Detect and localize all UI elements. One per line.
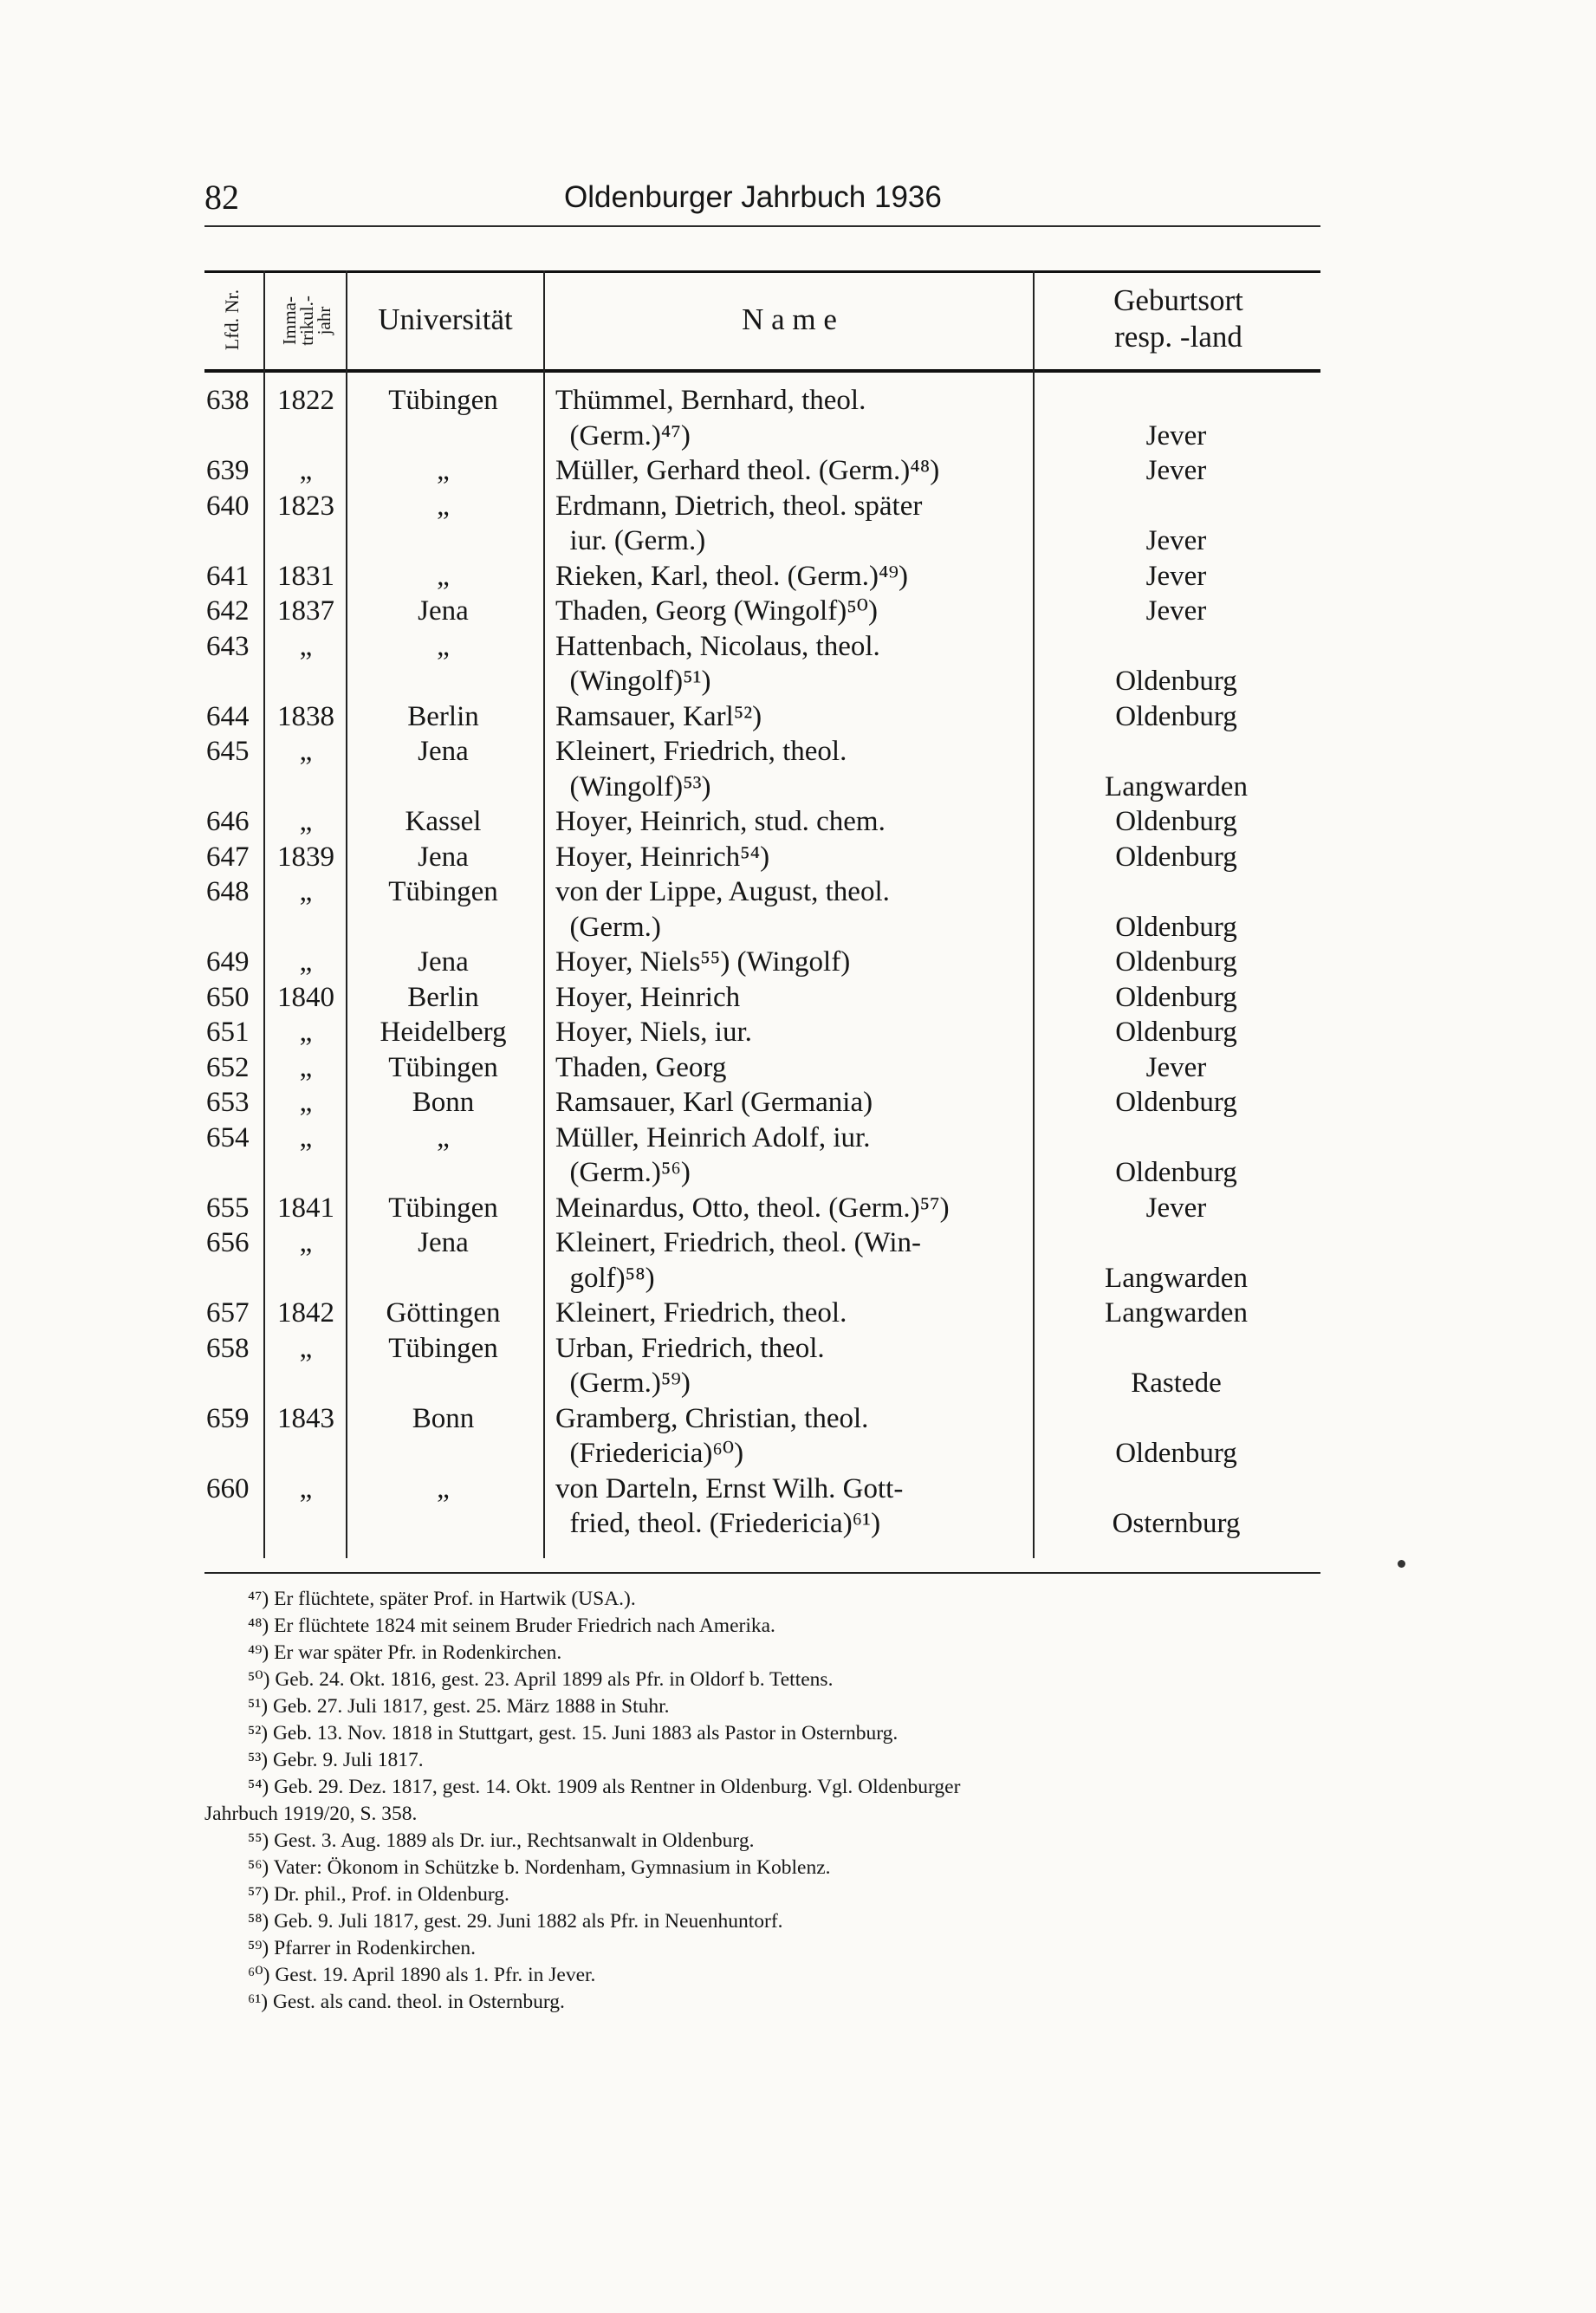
header-universitaet: Universität bbox=[378, 302, 513, 336]
row-matriculation-year: 1841 bbox=[277, 1192, 334, 1224]
row-number: 649 bbox=[206, 946, 250, 978]
row-number: 650 bbox=[206, 981, 250, 1013]
row-birthplace: Oldenburg bbox=[1115, 946, 1237, 978]
footnote: ⁴⁹) Er war später Pfr. in Rodenkirchen. bbox=[248, 1641, 562, 1664]
row-matriculation-year: 1838 bbox=[277, 700, 334, 732]
footnote: ⁵⁹) Pfarrer in Rodenkirchen. bbox=[248, 1937, 477, 1959]
row-matriculation-year: „ bbox=[299, 1472, 313, 1504]
row-name: Erdmann, Dietrich, theol. später iur. (Germ.) bbox=[555, 490, 923, 556]
footnote: ⁶¹) Gest. als cand. theol. in Osternburg. bbox=[248, 1991, 565, 2013]
row-number: 658 bbox=[206, 1332, 250, 1364]
footnote: ⁵⁷) Dr. phil., Prof. in Oldenburg. bbox=[248, 1883, 509, 1906]
row-number: 640 bbox=[206, 490, 250, 522]
footnote-rule bbox=[204, 1572, 1320, 1574]
row-name: Gramberg, Christian, theol. (Friedericia)⁶⁰) bbox=[555, 1402, 869, 1469]
header-geburtsort: Geburtsort bbox=[1113, 283, 1243, 317]
row-number: 653 bbox=[206, 1087, 250, 1118]
row-matriculation-year: „ bbox=[299, 876, 313, 907]
row-matriculation-year: 1831 bbox=[277, 560, 334, 592]
header-lfd-nr: Lfd. Nr. bbox=[221, 289, 243, 351]
footnote: ⁵⁰) Geb. 24. Okt. 1816, gest. 23. April 1899 als Pfr. in Oldorf b. Tettens. bbox=[248, 1668, 834, 1691]
row-number: 638 bbox=[206, 385, 250, 416]
row-matriculation-year: „ bbox=[299, 630, 313, 662]
row-matriculation-year: 1822 bbox=[277, 385, 334, 416]
row-university: Jena bbox=[418, 841, 469, 873]
row-university: „ bbox=[437, 1121, 450, 1153]
table-row bbox=[204, 840, 1320, 875]
row-university: Jena bbox=[418, 595, 469, 627]
row-name: Hoyer, Niels⁵⁵) (Wingolf) bbox=[555, 946, 851, 978]
table-body bbox=[204, 383, 1320, 1542]
footnote: ⁵⁸) Geb. 9. Juli 1817, gest. 29. Juni 1882 als Pfr. in Neuenhuntorf. bbox=[248, 1910, 783, 1933]
row-university: Heidelberg bbox=[380, 1017, 507, 1048]
row-name: Urban, Friedrich, theol. (Germ.)⁵⁹) bbox=[555, 1332, 825, 1399]
table-row bbox=[204, 1015, 1320, 1050]
row-matriculation-year: 1843 bbox=[277, 1402, 334, 1434]
head-rule bbox=[204, 225, 1320, 227]
row-birthplace: Langwarden bbox=[1105, 1262, 1248, 1294]
row-name: Hoyer, Heinrich, stud. chem. bbox=[555, 806, 886, 837]
row-birthplace: Oldenburg bbox=[1115, 1087, 1237, 1118]
row-matriculation-year: 1839 bbox=[277, 841, 334, 873]
footnote: ⁵³) Gebr. 9. Juli 1817. bbox=[248, 1749, 424, 1771]
running-head bbox=[204, 177, 1320, 229]
table-row bbox=[204, 559, 1320, 594]
row-number: 642 bbox=[206, 595, 250, 627]
row-name: Kleinert, Friedrich, theol. (Wingolf)⁵³) bbox=[555, 736, 847, 802]
row-university: Kassel bbox=[405, 806, 482, 837]
row-matriculation-year: 1842 bbox=[277, 1297, 334, 1329]
row-matriculation-year: 1837 bbox=[277, 595, 334, 627]
footnote: ⁵⁴) Geb. 29. Dez. 1817, gest. 14. Okt. 1909 als Rentner in Oldenburg. Vgl. Oldenburger bbox=[248, 1776, 961, 1798]
row-matriculation-year: „ bbox=[299, 1017, 313, 1048]
table-row bbox=[204, 1225, 1320, 1296]
row-birthplace: Oldenburg bbox=[1115, 806, 1237, 837]
row-university: Berlin bbox=[407, 981, 479, 1013]
row-university: „ bbox=[437, 630, 450, 662]
running-title: Oldenburger Jahrbuch 1936 bbox=[564, 180, 942, 214]
row-name: Thümmel, Bernhard, theol. (Germ.)⁴⁷) bbox=[555, 385, 866, 452]
row-birthplace: Oldenburg bbox=[1115, 1157, 1237, 1188]
row-matriculation-year: „ bbox=[299, 806, 313, 837]
row-name: Thaden, Georg bbox=[555, 1051, 727, 1083]
row-university: Jena bbox=[418, 736, 469, 767]
print-speck bbox=[1398, 1560, 1405, 1568]
row-university: Tübingen bbox=[388, 385, 498, 416]
table-row bbox=[204, 874, 1320, 945]
row-number: 645 bbox=[206, 736, 250, 767]
table-row bbox=[204, 1472, 1320, 1542]
row-number: 647 bbox=[206, 841, 250, 873]
row-number: 651 bbox=[206, 1017, 250, 1048]
row-number: 646 bbox=[206, 806, 250, 837]
table-row bbox=[204, 383, 1320, 453]
row-birthplace: Oldenburg bbox=[1115, 911, 1237, 943]
table-row bbox=[204, 1296, 1320, 1331]
row-name: Hoyer, Heinrich bbox=[555, 981, 741, 1013]
row-university: Jena bbox=[418, 946, 469, 978]
row-matriculation-year: 1840 bbox=[277, 981, 334, 1013]
row-name: Müller, Gerhard theol. (Germ.)⁴⁸) bbox=[555, 455, 940, 486]
row-university: Berlin bbox=[407, 700, 479, 732]
row-name: Ramsauer, Karl (Germania) bbox=[555, 1087, 873, 1118]
row-name: von der Lippe, August, theol. (Germ.) bbox=[555, 876, 890, 943]
row-matriculation-year: 1823 bbox=[277, 490, 334, 522]
row-number: 641 bbox=[206, 560, 250, 592]
row-university: „ bbox=[437, 455, 450, 486]
row-birthplace: Jever bbox=[1145, 1051, 1207, 1083]
row-birthplace: Oldenburg bbox=[1115, 700, 1237, 732]
row-birthplace: Oldenburg bbox=[1115, 1438, 1237, 1469]
table-row bbox=[204, 1121, 1320, 1191]
footnote: ⁵¹) Geb. 27. Juli 1817, gest. 25. März 1888 in Stuhr. bbox=[248, 1695, 670, 1718]
footnote: ⁵⁵) Gest. 3. Aug. 1889 als Dr. iur., Rechtsanwalt in Oldenburg. bbox=[248, 1829, 755, 1852]
row-number: 657 bbox=[206, 1297, 250, 1329]
table-row bbox=[204, 945, 1320, 980]
row-birthplace: Jever bbox=[1145, 455, 1207, 486]
row-name: Hoyer, Heinrich⁵⁴) bbox=[555, 841, 770, 873]
row-matriculation-year: „ bbox=[299, 736, 313, 767]
row-birthplace: Langwarden bbox=[1105, 770, 1248, 802]
row-name: Kleinert, Friedrich, theol. (Win- golf)⁵⁸) bbox=[555, 1227, 922, 1294]
header-jahr: jahr bbox=[314, 306, 334, 335]
matriculation-table bbox=[204, 270, 1320, 1558]
table-row bbox=[204, 980, 1320, 1016]
row-university: Bonn bbox=[412, 1402, 475, 1434]
table-row bbox=[204, 1401, 1320, 1472]
row-name: Ramsauer, Karl⁵²) bbox=[555, 700, 762, 732]
table-row bbox=[204, 804, 1320, 840]
row-birthplace: Jever bbox=[1145, 560, 1207, 592]
footnotes bbox=[204, 1586, 1320, 2016]
row-birthplace: Jever bbox=[1145, 525, 1207, 556]
row-university: „ bbox=[437, 490, 450, 522]
row-birthplace: Oldenburg bbox=[1115, 981, 1237, 1013]
row-university: Jena bbox=[418, 1227, 469, 1258]
row-birthplace: Jever bbox=[1145, 419, 1207, 452]
row-birthplace: Jever bbox=[1145, 595, 1207, 627]
row-name: von Darteln, Ernst Wilh. Gott- fried, theol. (Friedericia)⁶¹) bbox=[555, 1472, 904, 1539]
table-header-rule bbox=[204, 369, 1320, 373]
row-matriculation-year: „ bbox=[299, 1332, 313, 1364]
row-name: Rieken, Karl, theol. (Germ.)⁴⁹) bbox=[555, 560, 908, 592]
header-trikul: trikul.- bbox=[296, 296, 317, 346]
table-row bbox=[204, 629, 1320, 699]
table-row bbox=[204, 594, 1320, 629]
row-university: Tübingen bbox=[388, 1192, 498, 1224]
row-birthplace: Rastede bbox=[1131, 1368, 1222, 1399]
row-number: 644 bbox=[206, 700, 250, 732]
row-name: Thaden, Georg (Wingolf)⁵⁰) bbox=[555, 595, 878, 627]
row-university: „ bbox=[437, 560, 450, 592]
row-name: Hoyer, Niels, iur. bbox=[555, 1017, 752, 1048]
row-name: Hattenbach, Nicolaus, theol. (Wingolf)⁵¹) bbox=[555, 630, 880, 697]
row-birthplace: Osternburg bbox=[1112, 1508, 1241, 1539]
table-row bbox=[204, 1050, 1320, 1086]
header-imma: Imma- bbox=[279, 296, 300, 345]
row-number: 648 bbox=[206, 876, 250, 907]
row-number: 652 bbox=[206, 1051, 250, 1083]
table-row bbox=[204, 1191, 1320, 1226]
footnote: ⁵²) Geb. 13. Nov. 1818 in Stuttgart, gest. 15. Juni 1883 als Pastor in Osternburg. bbox=[248, 1722, 899, 1744]
table-row bbox=[204, 453, 1320, 489]
table-top-rule bbox=[204, 270, 1320, 273]
header-name: N a m e bbox=[742, 302, 837, 336]
row-name: Kleinert, Friedrich, theol. bbox=[555, 1297, 847, 1329]
row-birthplace: Jever bbox=[1145, 1192, 1207, 1224]
footnote: ⁴⁷) Er flüchtete, später Prof. in Hartwik (USA.). bbox=[248, 1588, 636, 1610]
row-name: Müller, Heinrich Adolf, iur. (Germ.)⁵⁶) bbox=[555, 1121, 871, 1188]
row-matriculation-year: „ bbox=[299, 946, 313, 978]
table-row bbox=[204, 489, 1320, 559]
footnote: ⁶⁰) Gest. 19. April 1890 als 1. Pfr. in Jever. bbox=[248, 1964, 596, 1986]
row-number: 639 bbox=[206, 455, 250, 486]
row-university: Bonn bbox=[412, 1087, 475, 1118]
table-row bbox=[204, 1085, 1320, 1121]
row-number: 660 bbox=[206, 1472, 250, 1504]
table-row bbox=[204, 734, 1320, 804]
row-matriculation-year: „ bbox=[299, 1051, 313, 1083]
row-university: Göttingen bbox=[386, 1297, 501, 1329]
row-number: 655 bbox=[206, 1192, 250, 1224]
row-university: „ bbox=[437, 1472, 450, 1504]
table-row bbox=[204, 699, 1320, 735]
row-name: Meinardus, Otto, theol. (Germ.)⁵⁷) bbox=[555, 1192, 950, 1224]
header-resp-land: resp. -land bbox=[1114, 320, 1242, 354]
table-row bbox=[204, 1331, 1320, 1401]
row-matriculation-year: „ bbox=[299, 1087, 313, 1118]
row-number: 656 bbox=[206, 1227, 250, 1258]
footnote: ⁴⁸) Er flüchtete 1824 mit seinem Bruder Friedrich nach Amerika. bbox=[248, 1615, 775, 1637]
row-birthplace: Langwarden bbox=[1105, 1297, 1248, 1329]
row-university: Tübingen bbox=[388, 1332, 498, 1364]
row-university: Tübingen bbox=[388, 1051, 498, 1083]
row-matriculation-year: „ bbox=[299, 455, 313, 486]
footnote: ⁵⁶) Vater: Ökonom in Schützke b. Nordenham, Gymnasium in Koblenz. bbox=[248, 1856, 831, 1879]
row-number: 643 bbox=[206, 630, 250, 662]
page-number: 82 bbox=[204, 178, 239, 217]
row-number: 654 bbox=[206, 1121, 250, 1153]
row-matriculation-year: „ bbox=[299, 1121, 313, 1153]
row-birthplace: Oldenburg bbox=[1115, 666, 1237, 697]
footnote: Jahrbuch 1919/20, S. 358. bbox=[204, 1803, 418, 1825]
row-birthplace: Oldenburg bbox=[1115, 1017, 1237, 1048]
row-university: Tübingen bbox=[388, 876, 498, 907]
row-number: 659 bbox=[206, 1402, 250, 1434]
row-birthplace: Oldenburg bbox=[1115, 841, 1237, 873]
row-matriculation-year: „ bbox=[299, 1227, 313, 1258]
